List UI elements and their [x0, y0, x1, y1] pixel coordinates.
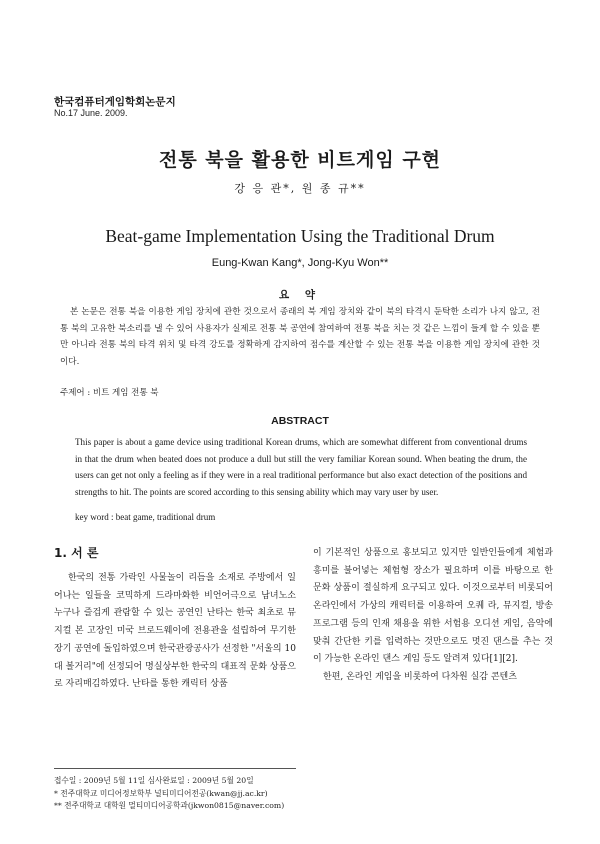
korean-abstract-body: 본 논문은 전통 북을 이용한 게임 장치에 관한 것으로서 종래의 북 게임 장치와 같이 북의 타격시 둔탁한 소리가 나지 않고, 전통 북의 고유한 북소리를 낼 수 있어 사용자가 실제로 전통 북 공연에 참여하여 전통 북을 치는 것 같은 느낌이 들게 할 수 있을 뿐만 아니라 전통 북의 타격 위치 및 타격 강도를 정확하게 감지하여 점수를 계산할 수 있는 전통 북을 이용한 게임 장치에 관한 것이다.	[60, 307, 540, 367]
footnotes	[54, 775, 414, 813]
journal-name: 한국컴퓨터게임학회논문지	[54, 96, 176, 108]
authors-english: Eung-Kwan Kang*, Jong-Kyu Won**	[211, 257, 389, 269]
introduction-paragraph: 한편, 온라인 게임을 비롯하여 다차원 실감 콘텐츠	[323, 671, 517, 682]
english-keywords: key word : beat game, traditional drum	[75, 512, 216, 522]
introduction-left-column: 한국의 전통 가락인 사물놀이 리듬을 소재로 주방에서 일어나는 일들을 코믹하게 드라마화한 비언어극으로 남녀노소 누구나 즐겁게 관람할 수 있는 공연인 난타는 한국 최초로 뮤지컬 본 고장인 미국 브로드웨이에 전용관을 설립하여 무기한 장기 공연에 돌입하였으며 한국관광공사가 선정한 "서울의 10대 볼거리"에 선정되어 명실상부한 한국의 대표적 문화 상품으로 자리매김하였다. 난타를 통한 캐릭터 상품	[54, 573, 296, 690]
korean-abstract-heading: 요 약	[279, 289, 321, 301]
footnote-divider	[54, 768, 296, 769]
korean-keywords: 주제어 : 비트 게임 전통 북	[60, 388, 159, 398]
issue-info: No.17 June. 2009.	[54, 108, 128, 118]
paper-title-korean: 전통 북을 활용한 비트게임 구현	[158, 149, 442, 171]
paper-title-english: Beat-game Implementation Using the Traditional Drum	[105, 226, 495, 246]
section-heading-introduction: 1. 서 론	[54, 546, 99, 560]
introduction-right-column	[313, 545, 553, 687]
footnote-received-date: 접수일 : 2009년 5월 11일 심사완료일 : 2009년 5월 20일	[54, 776, 254, 785]
english-abstract-heading: ABSTRACT	[271, 415, 329, 427]
introduction-paragraph: 이 기본적인 상품으로 홍보되고 있지만 일반인들에게 체험과 흥미를 불어넣는 체험형 장소가 필요하며 이를 바탕으로 한 문화 상품이 절실하게 요구되고 있다. 이것으로부터 비롯되어 온라인에서 가상의 캐릭터를 이용하여 오퀘 라, 뮤지컬, 방송 프로그램 등의 인재 채용을 위한 서험용 오디션 게임, 음악에 맞춰 간단한 키를 입력하는 것만으로도 멋진 댄스를 추는 것이 가능한 온라인 댄스 게임 등도 알려져 있다[1][2].	[313, 548, 553, 665]
english-abstract-body: This paper is about a game device using traditional Korean drums, which are somewhat different from conventional drums in that the drum when beated does not produce a dull but still the very familiar Korean sound. When beating the drum, the users can get not only a feeling as if they were in a real traditional performance but also exact detection of the positions and strengths to hit. The points are scored according to this sensing ability which may vary user by user.	[75, 437, 527, 497]
footnote-author-1: * 전주대학교 미디어정보학부 널티미디어전공(kwan@jj.ac.kr)	[54, 788, 268, 798]
footnote-author-2: ** 전주대학교 대학원 멀티미디어공학과(jkwon0815@naver.com)	[54, 801, 285, 810]
authors-korean: 강 응 관*, 원 종 규**	[234, 182, 366, 195]
